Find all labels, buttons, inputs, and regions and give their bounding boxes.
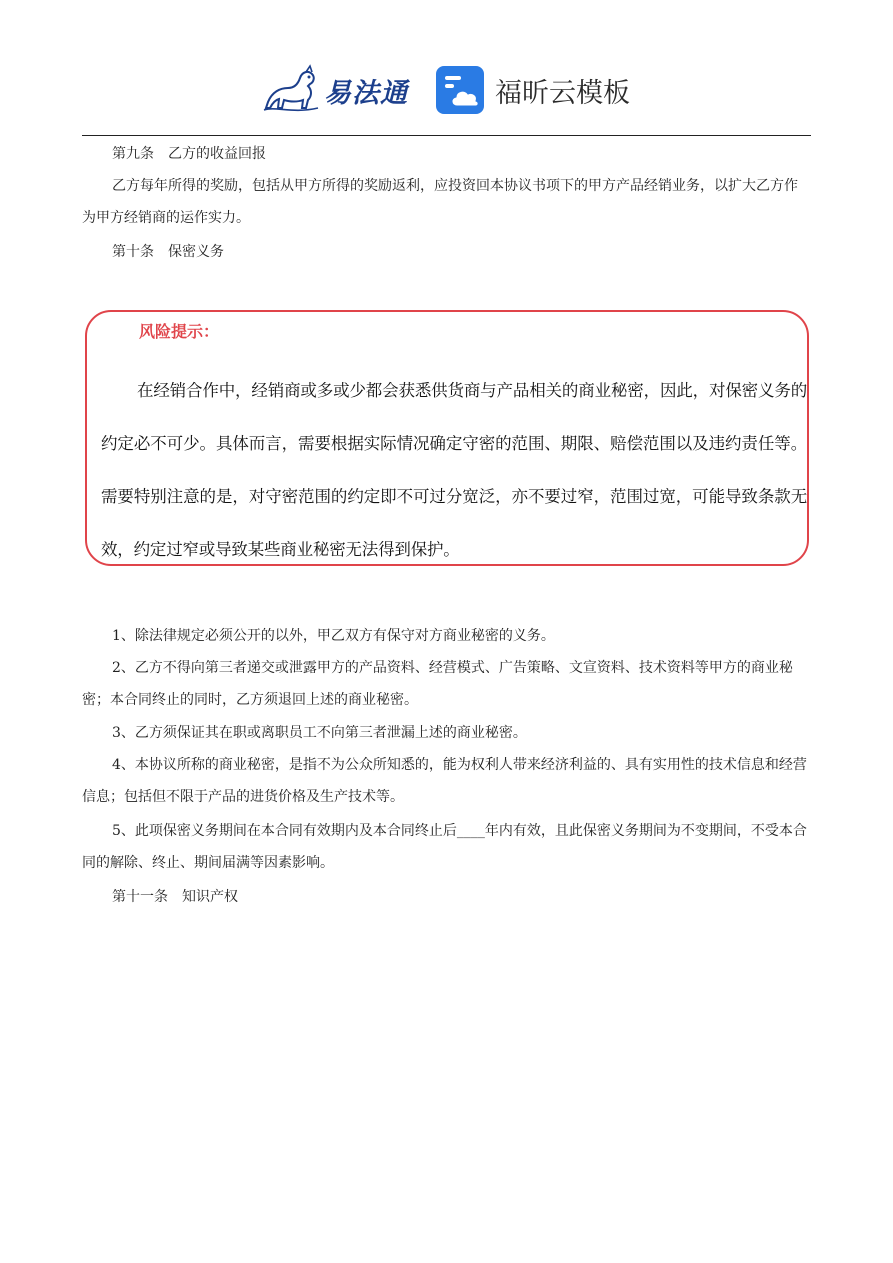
article-11-title: 第十一条 知识产权	[112, 889, 238, 905]
risk-warning-title: 风险提示：	[139, 322, 220, 341]
article-9-title: 第九条 乙方的收益回报	[112, 146, 266, 162]
foxit-template-logo	[435, 64, 630, 116]
risk-warning-box	[85, 310, 809, 566]
page-header	[0, 58, 893, 128]
cloud-document-icon	[435, 64, 485, 116]
article-9-body: 乙方每年所得的奖励，包括从甲方所得的奖励返利，应投资回本协议书项下的甲方产品经销业务，以扩大乙方作为甲方经销商的运作实力。	[82, 178, 798, 226]
risk-warning-body: 在经销合作中，经销商或多或少都会获悉供货商与产品相关的商业秘密，因此，对保密义务的约定必不可少。具体而言，需要根据实际情况确定守密的范围、期限、赔偿范围以及违约责任等。需要特别注意的是，对守密范围的约定即不可过分宽泛，亦不要过窄，范围过宽，可能导致条款无效，约定过窄或导致某些商业秘密无法得到保护。	[101, 381, 807, 559]
qilin-emblem-icon	[262, 64, 320, 116]
yifatong-logo	[262, 64, 408, 116]
clause-4: 4、本协议所称的商业秘密，是指不为公众所知悉的，能为权利人带来经济利益的、具有实用性的技术信息和经营信息；包括但不限于产品的进货价格及生产技术等。	[82, 757, 807, 805]
clause-3: 3、乙方须保证其在职或离职员工不向第三者泄漏上述的商业秘密。	[112, 725, 527, 741]
clause-2: 2、乙方不得向第三者递交或泄露甲方的产品资料、经营模式、广告策略、文宣资料、技术资料等甲方的商业秘密；本合同终止的同时，乙方须退回上述的商业秘密。	[82, 660, 793, 708]
header-divider	[82, 135, 811, 136]
clause-1: 1、除法律规定必须公开的以外，甲乙双方有保守对方商业秘密的义务。	[112, 628, 555, 644]
foxit-template-logo-text: 福昕云模板	[495, 77, 630, 109]
yifatong-logo-text: 易法通	[324, 77, 408, 109]
article-10-title: 第十条 保密义务	[112, 244, 224, 260]
clause-5: 5、此项保密义务期间在本合同有效期内及本合同终止后____年内有效，且此保密义务期间为不变期间，不受本合同的解除、终止、期间届满等因素影响。	[82, 823, 807, 871]
